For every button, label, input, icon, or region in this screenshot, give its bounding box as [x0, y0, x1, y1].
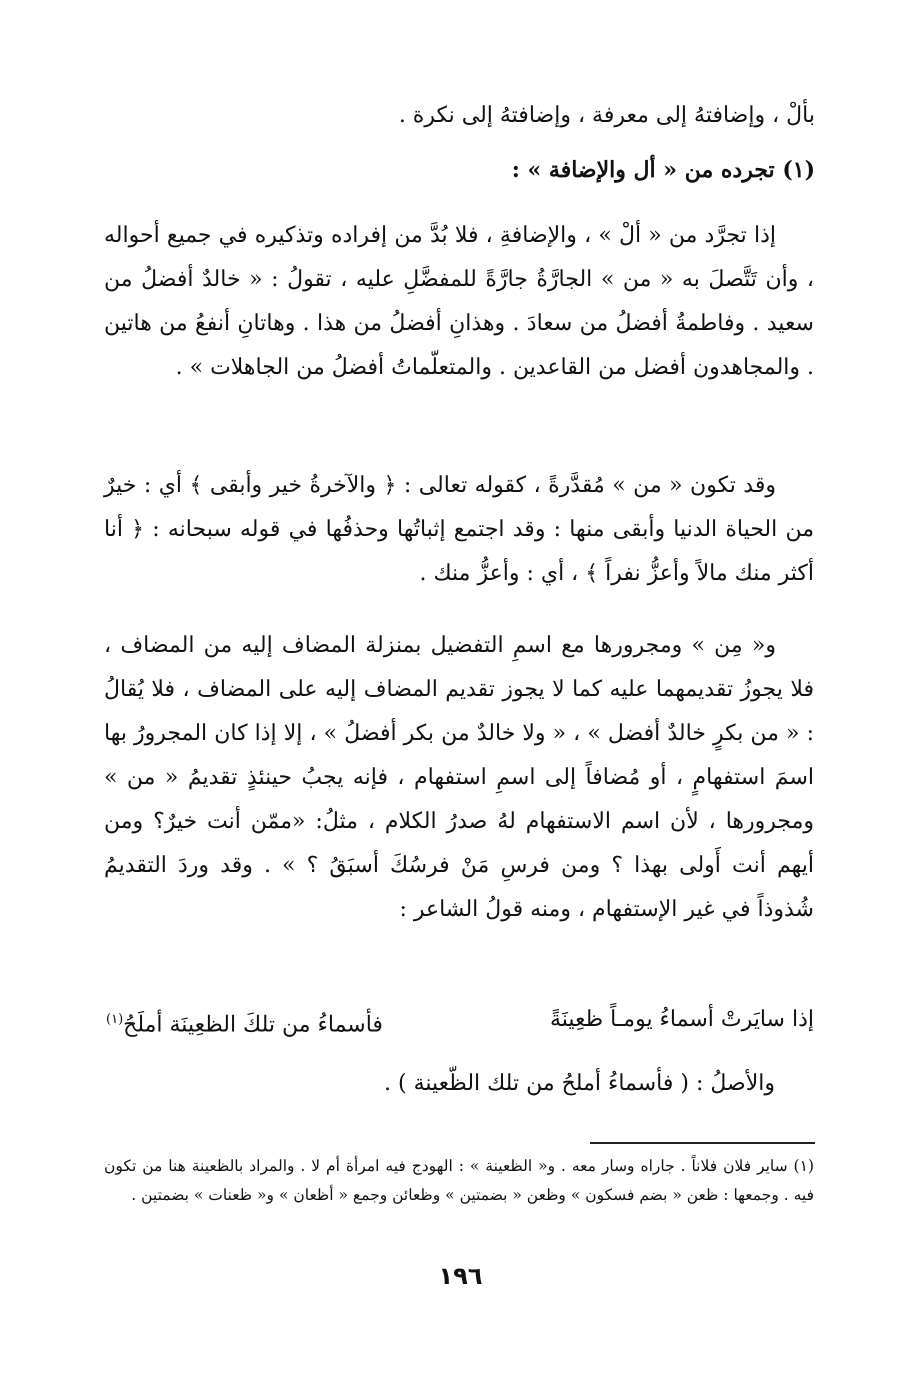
paragraph-3: و« مِن » ومجرورها مع اسمِ التفضيل بمنزلة المضاف إليه من المضاف ، فلا يجوزُ تقديمهما عليه كما لا يجوز تقديم المضاف إليه على المضاف ، فلا يُقالُ : « من بكرٍ خالدٌ أفضل » ، « ولا خالدٌ من بكر أفضلُ » ، إلا إذا كان المجرورُ بها اسمَ استفهامٍ ، أو مُضافاً إلى اسمِ استفهام ، فإنه يجبُ حينئذٍ تقديمُ « من » ومجرورها ، لأن اسم الاستفهام لهُ صدرُ الكلام ، مثلُ: «ممّن أنت خيرٌ؟ ومن أيهم أنت أَولى بهذا ؟ ومن فرسِ مَنْ فرسُكَ أسبَقُ ؟ » . وقد وردَ التقديمُ شُذوذاً في غير الإستفهام ، ومنه قولُ الشاعر : [104, 633, 814, 922]
footnote-text: (١) ساير فلان فلاناً . جاراه وسار معه . و« الظعينة » : الهودج فيه امرأة أم لا . والمراد بالظعينة هنا من تكون فيه . وجمعها : ظعن « بضم فسكون » وظعن « بضمتين » وظعائن وجمع « أظعان » و« ظعنات » بضمتين . [104, 1157, 814, 1204]
footnote-block [104, 1152, 814, 1210]
paragraph-2-block [104, 464, 814, 596]
poetry-verse [106, 998, 814, 1047]
continuation-line: بألْ ، وإضافتهُ إلى معرفة ، وإضافتهُ إلى نكرة . [398, 103, 815, 128]
paragraph-1: إذا تجرَّد من « ألْ » ، والإضافةِ ، فلا بُدَّ من إفراده وتذكيره في جميع أحواله ، وأن تَتَّصلَ به « من » الجارَّةُ جارَّةً للمفضَّلِ عليه ، تقولُ : « خالدٌ أفضلُ من سعيد . وفاطمةُ أفضلُ من سعادَ . وهذانِ أفضلُ من هذا . وهاتانِ أنفعُ من هاتين . والمجاهدون أفضل من القاعدين . والمتعلّماتُ أفضلُ من الجاهلات » . [104, 223, 814, 380]
footnote-marker: (١) [106, 1012, 124, 1027]
paragraph-3-block [104, 624, 814, 932]
page-number: ١٩٦ [438, 1262, 483, 1290]
verse-second-text: فأسماءُ من تلكَ الظعِينَة أملَحُ [123, 1012, 383, 1038]
footnote-separator [590, 1142, 815, 1144]
paragraph-1-block [104, 214, 814, 390]
paragraph-2: وقد تكون « من » مُقدَّرةً ، كقوله تعالى : ﴿ والآخرةُ خير وأبقى ﴾ أي : خيرٌ من الحياة الدنيا وأبقى منها : وقد اجتمع إثباتُها وحذفُها في قوله سبحانه : ﴿ أنا أكثر منك مالاً وأعزُّ نفراً ﴾ ، أي : وأعزُّ منك . [104, 473, 814, 586]
verse-explanation: والأصلُ : ( فأسماءُ أملحُ من تلك الظّعينة ) . [384, 1071, 775, 1096]
verse-second-hemistich [106, 998, 383, 1047]
section-heading: (١) تجرده من « أل والإضافة » : [511, 157, 815, 183]
verse-first-hemistich: إذا سايَرتْ أسماءُ يومـاً ظعِينَةً [549, 1007, 814, 1032]
